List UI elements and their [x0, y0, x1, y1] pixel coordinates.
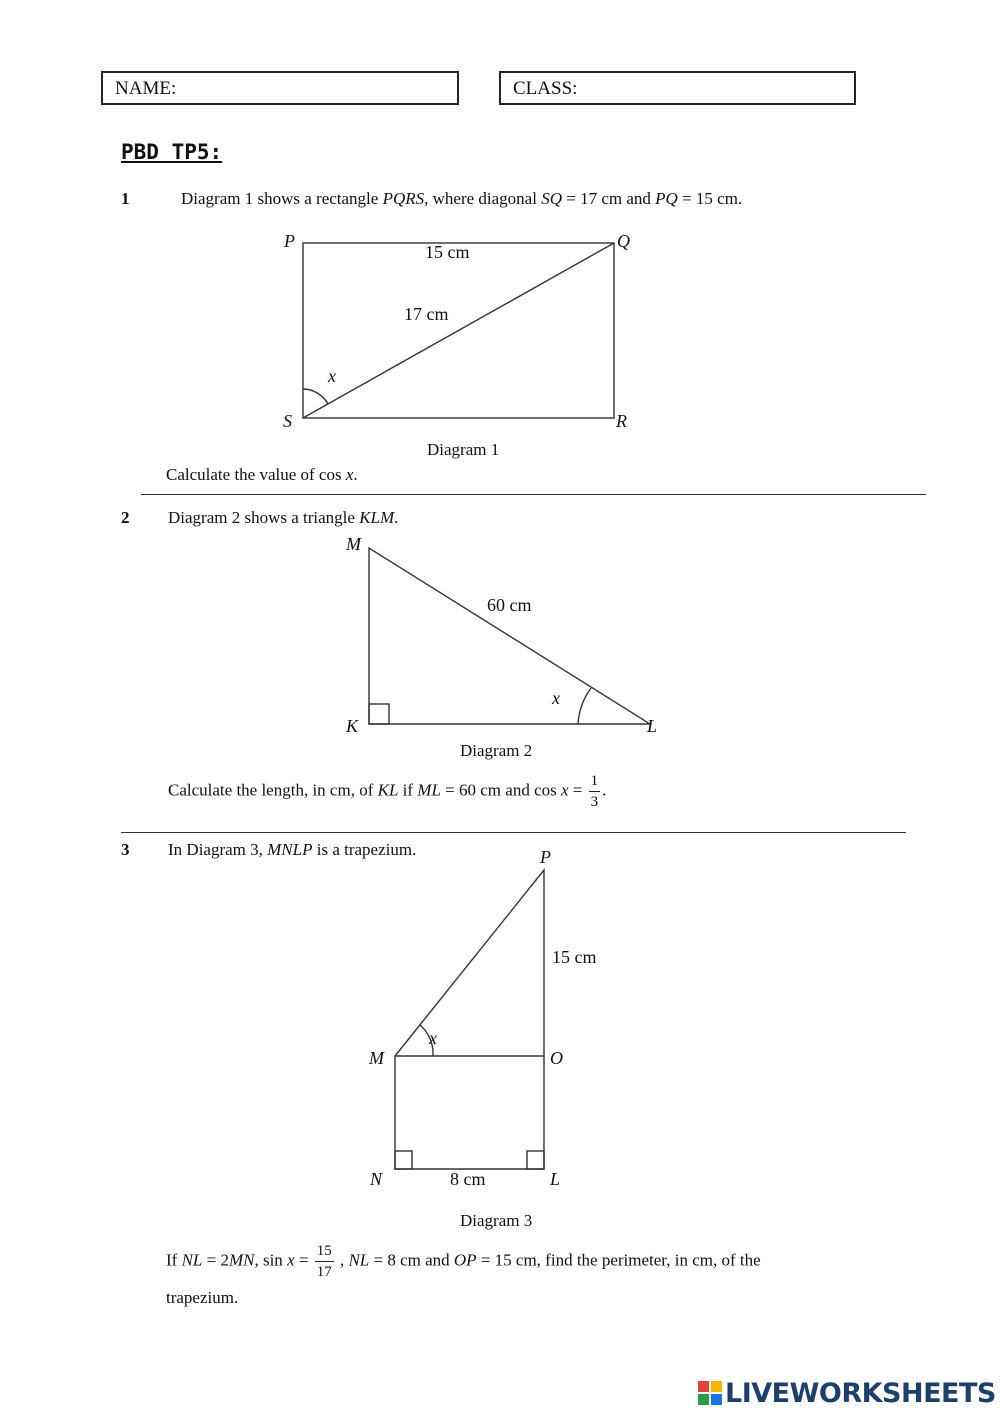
label-s: S	[283, 411, 292, 431]
label-m-3: M	[369, 1048, 384, 1068]
question-2-task: Calculate the length, in cm, of KL if ML = 60 cm and cos x = $\frac{1}{3}$ .	[168, 773, 607, 810]
diagonal-sq	[303, 243, 614, 418]
label-angle-x: x	[328, 366, 336, 386]
diagram-2-caption: Diagram 2	[460, 741, 533, 760]
liveworksheets-logo	[698, 1378, 996, 1408]
label-p-3: P	[540, 847, 551, 867]
question-2-text: Diagram 2 shows a triangle KLM.	[168, 508, 399, 527]
diagram-3-caption: Diagram 3	[460, 1211, 533, 1230]
label-r: R	[616, 411, 627, 431]
label-nl-length: 8 cm	[450, 1169, 486, 1189]
trapezium-mnlp	[395, 870, 544, 1169]
class-label: CLASS:	[513, 78, 578, 99]
fraction-one-third: $\frac{1}{3}$	[590, 773, 599, 810]
label-op-length: 15 cm	[552, 947, 597, 967]
right-angle-mark-l	[527, 1151, 544, 1169]
question-1-text: Diagram 1 shows a rectangle PQRS, where diagonal SQ = 17 cm and PQ = 15 cm.	[181, 189, 743, 208]
label-l-3: L	[550, 1169, 561, 1189]
label-l: L	[647, 716, 658, 736]
label-m: M	[346, 534, 361, 554]
angle-x-arc-2	[578, 688, 591, 724]
label-angle-x-2: x	[552, 688, 560, 708]
question-3-number: 3	[121, 840, 130, 859]
divider	[141, 494, 926, 495]
label-ml-length: 60 cm	[487, 595, 532, 615]
right-angle-mark-n	[395, 1151, 412, 1169]
label-n: N	[370, 1169, 383, 1189]
diagram-1-caption: Diagram 1	[427, 440, 500, 459]
logo-icon	[698, 1381, 722, 1405]
label-angle-x-3: x	[429, 1028, 437, 1048]
triangle-klm	[369, 548, 650, 724]
right-angle-mark-k	[369, 704, 389, 724]
page-title: PBD TP5:	[121, 140, 223, 164]
label-sq-length: 17 cm	[404, 304, 449, 324]
diagram-3	[395, 870, 544, 1169]
label-k: K	[346, 716, 359, 736]
question-1-task: Calculate the value of cos x.	[166, 465, 358, 484]
label-p: P	[284, 231, 295, 251]
name-label: NAME:	[115, 78, 177, 99]
question-1-number: 1	[121, 189, 130, 208]
label-pq-length: 15 cm	[425, 242, 470, 262]
question-3-text: In Diagram 3, MNLP is a trapezium.	[168, 840, 417, 859]
diagram-2	[369, 548, 650, 724]
question-3-task: If NL = 2MN, sin x = $\frac{15}{17}$ , NL = 8 cm and OP = 15 cm, find the perimeter, in cm, of the	[166, 1243, 761, 1280]
divider	[121, 832, 906, 833]
diagram-1	[303, 243, 614, 418]
label-o: O	[550, 1048, 563, 1068]
angle-x-arc	[303, 389, 328, 404]
logo-text: LIVEWORKSHEETS	[725, 1377, 996, 1409]
label-q: Q	[617, 231, 630, 251]
question-3-task-continued: trapezium.	[166, 1288, 239, 1307]
question-2-number: 2	[121, 508, 130, 527]
fraction-fifteen-seventeenths: $\frac{15}{17}$	[316, 1243, 332, 1280]
